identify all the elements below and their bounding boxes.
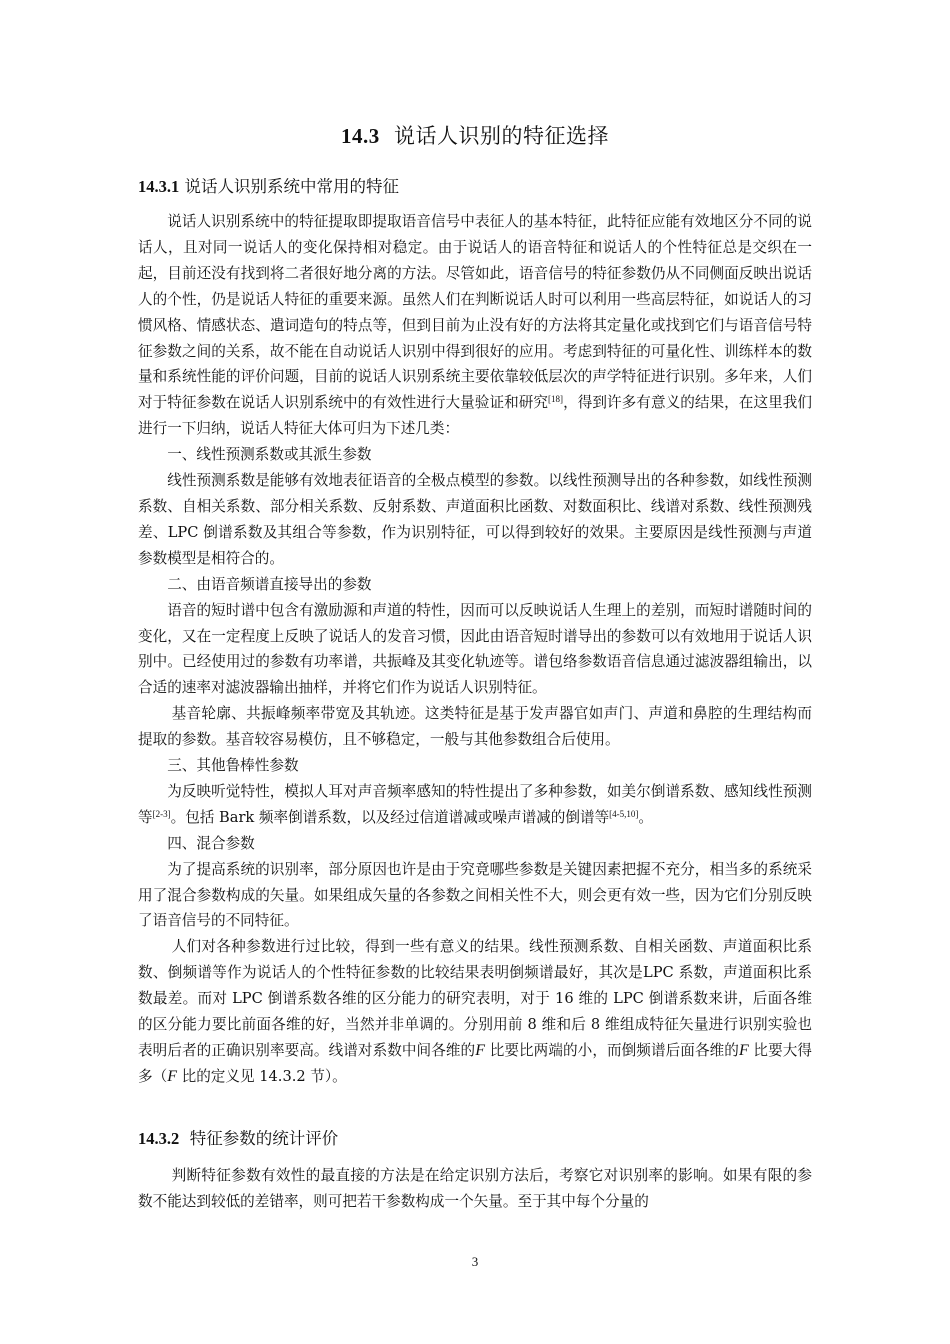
paragraph-intro: [138, 209, 812, 442]
category-heading-3: 三、其他鲁棒性参数: [167, 757, 299, 775]
section-title-text: 说话人识别的特征选择: [394, 124, 610, 148]
section-number: 14.3: [340, 124, 380, 148]
subsection-1-number: 14.3.1: [138, 177, 180, 196]
variable-f-2: F: [738, 1042, 749, 1059]
variable-f-3: F: [167, 1067, 177, 1085]
page-number: 3: [471, 1254, 479, 1269]
category-heading-1: 一、线性预测系数或其派生参数: [167, 446, 372, 464]
citation-18: [18]: [548, 394, 564, 405]
paragraph-comparison-mid: 比要比两端的小，而倒频谱后面各维的: [484, 1042, 739, 1059]
paragraph-intro-tail: ，得到许多有意义的结果，在这里我们进行一下归纳，说话人特征大体可归为下述几类：: [138, 394, 812, 438]
paragraph-comparison-text: 人们对各种参数进行过比较，得到一些有意义的结果。线性预测系数、自相关函数、声道面积比系数、倒频谱等作为说话人的个性特征参数的比较结果表明倒频谱最好，其次是LPC 系数，声道面积比系数最差。而对 LPC 倒谱系数各维的区分能力的研究表明，对于 16 维的 LPC 倒谱系数来讲，后面各维的区分能力要比前面各维的好，当然并非单调的。分别用前 8 维和后 8 维组成特征矢量进行识别实验也表明后者的正确识别率要高。线谱对系数中间各维的: [138, 938, 812, 1059]
citation-4-5-10: [4-5,10]: [609, 808, 639, 819]
paragraph-spectrum: 语音的短时谱中包含有激励源和声道的特性，因而可以反映说话人生理上的差别，而短时谱随时间的变化，又在一定程度上反映了说话人的发音习惯，因此由语音短时谱导出的参数可以有效地用于说话人识别中。已经使用过的参数有功率谱，共振峰及其变化轨迹等。谱包络参数语音信息通过滤波器组输出，以合适的速率对滤波器输出抽样，并将它们作为说话人识别特征。: [138, 601, 812, 697]
paragraph-pitch: 基音轮廓、共振峰频率带宽及其轨迹。这类特征是基于发声器官如声门、声道和鼻腔的生理结构而提取的参数。基音较容易模仿，且不够稳定，一般与其他参数组合后使用。: [138, 705, 812, 749]
category-heading-4: 四、混合参数: [167, 834, 255, 852]
subsection-2-text: 特征参数的统计评价: [189, 1129, 339, 1148]
paragraph-lpc: 线性预测系数是能够有效地表征语音的全极点模型的参数。以线性预测导出的各种参数，如线性预测系数、自相关系数、部分相关系数、反射系数、声道面积比函数、对数面积比、线谱对系数、线性预测残差、LPC 倒谱系数及其组合等参数，作为识别特征，可以得到较好的效果。主要原因是线性预测与声道参数模型是相符合的。: [138, 472, 812, 567]
paragraph-robust-mid: 。包括 Bark 频率倒谱系数，以及经过信道谱减或噪声谱减的倒谱等: [170, 808, 610, 826]
subsection-2-number: 14.3.2: [138, 1129, 180, 1148]
subsection-1-body: [138, 209, 812, 1090]
variable-f-1: F: [475, 1042, 485, 1059]
citation-2-3: [2-3]: [152, 808, 171, 819]
paragraph-comparison-end: 比的定义见 14.3.2 节）。: [176, 1067, 347, 1085]
subsection-2-body: [138, 1163, 812, 1215]
category-heading-2: 二、由语音频谱直接导出的参数: [167, 575, 372, 593]
paragraph-robust-text: 为反映听觉特性，模拟人耳对声音频率感知的特性提出了多种参数，如美尔倒谱系数、感知线性预测等: [138, 782, 812, 826]
paragraph-robust: [138, 779, 812, 831]
paragraph-robust-end: 。: [638, 808, 654, 826]
paragraph-comparison-mid2: 比要大得多（: [138, 1042, 813, 1085]
paragraph-intro-text: 说话人识别系统中的特征提取即提取语音信号中表征人的基本特征，此特征应能有效地区分不同的说话人，且对同一说话人的变化保持相对稳定。由于说话人的语音特征和说话人的个性特征总是交织在一起，目前还没有找到将二者很好地分离的方法。尽管如此，语音信号的特征参数仍从不同侧面反映出说话人的个性，仍是说话人特征的重要来源。虽然人们在判断说话人时可以利用一些高层特征，如说话人的习惯风格、情感状态、遣词造句的特点等，但到目前为止没有好的方法将其定量化或找到它们与语音信号特征参数之间的关系，故不能在自动说话人识别中得到很好的应用。考虑到特征的可量化性、训练样本的数量和系统性能的评价问题，目前的说话人识别系统主要依靠较低层次的声学特征进行识别。多年来，人们对于特征参数在说话人识别系统中的有效性进行大量验证和研究: [138, 213, 812, 412]
subsection-heading-2: [138, 1126, 338, 1152]
subsection-1-text: 说话人识别系统中常用的特征: [184, 177, 399, 196]
paragraph-mixed: 为了提高系统的识别率，部分原因也许是由于究竟哪些参数是关键因素把握不充分，相当多的系统采用了混合参数构成的矢量。如果组成矢量的各参数之间相关性不大，则会更有效一些，因为它们分别反映了语音信号的不同特征。: [138, 860, 812, 930]
subsection-heading-1: [138, 174, 399, 200]
paragraph-comparison: [138, 934, 812, 1089]
section-title: [0, 121, 950, 151]
paragraph-evaluation: 判断特征参数有效性的最直接的方法是在给定识别方法后，考察它对识别率的影响。如果有限的参数不能达到较低的差错率，则可把若干参数构成一个矢量。至于其中每个分量的: [138, 1167, 812, 1210]
